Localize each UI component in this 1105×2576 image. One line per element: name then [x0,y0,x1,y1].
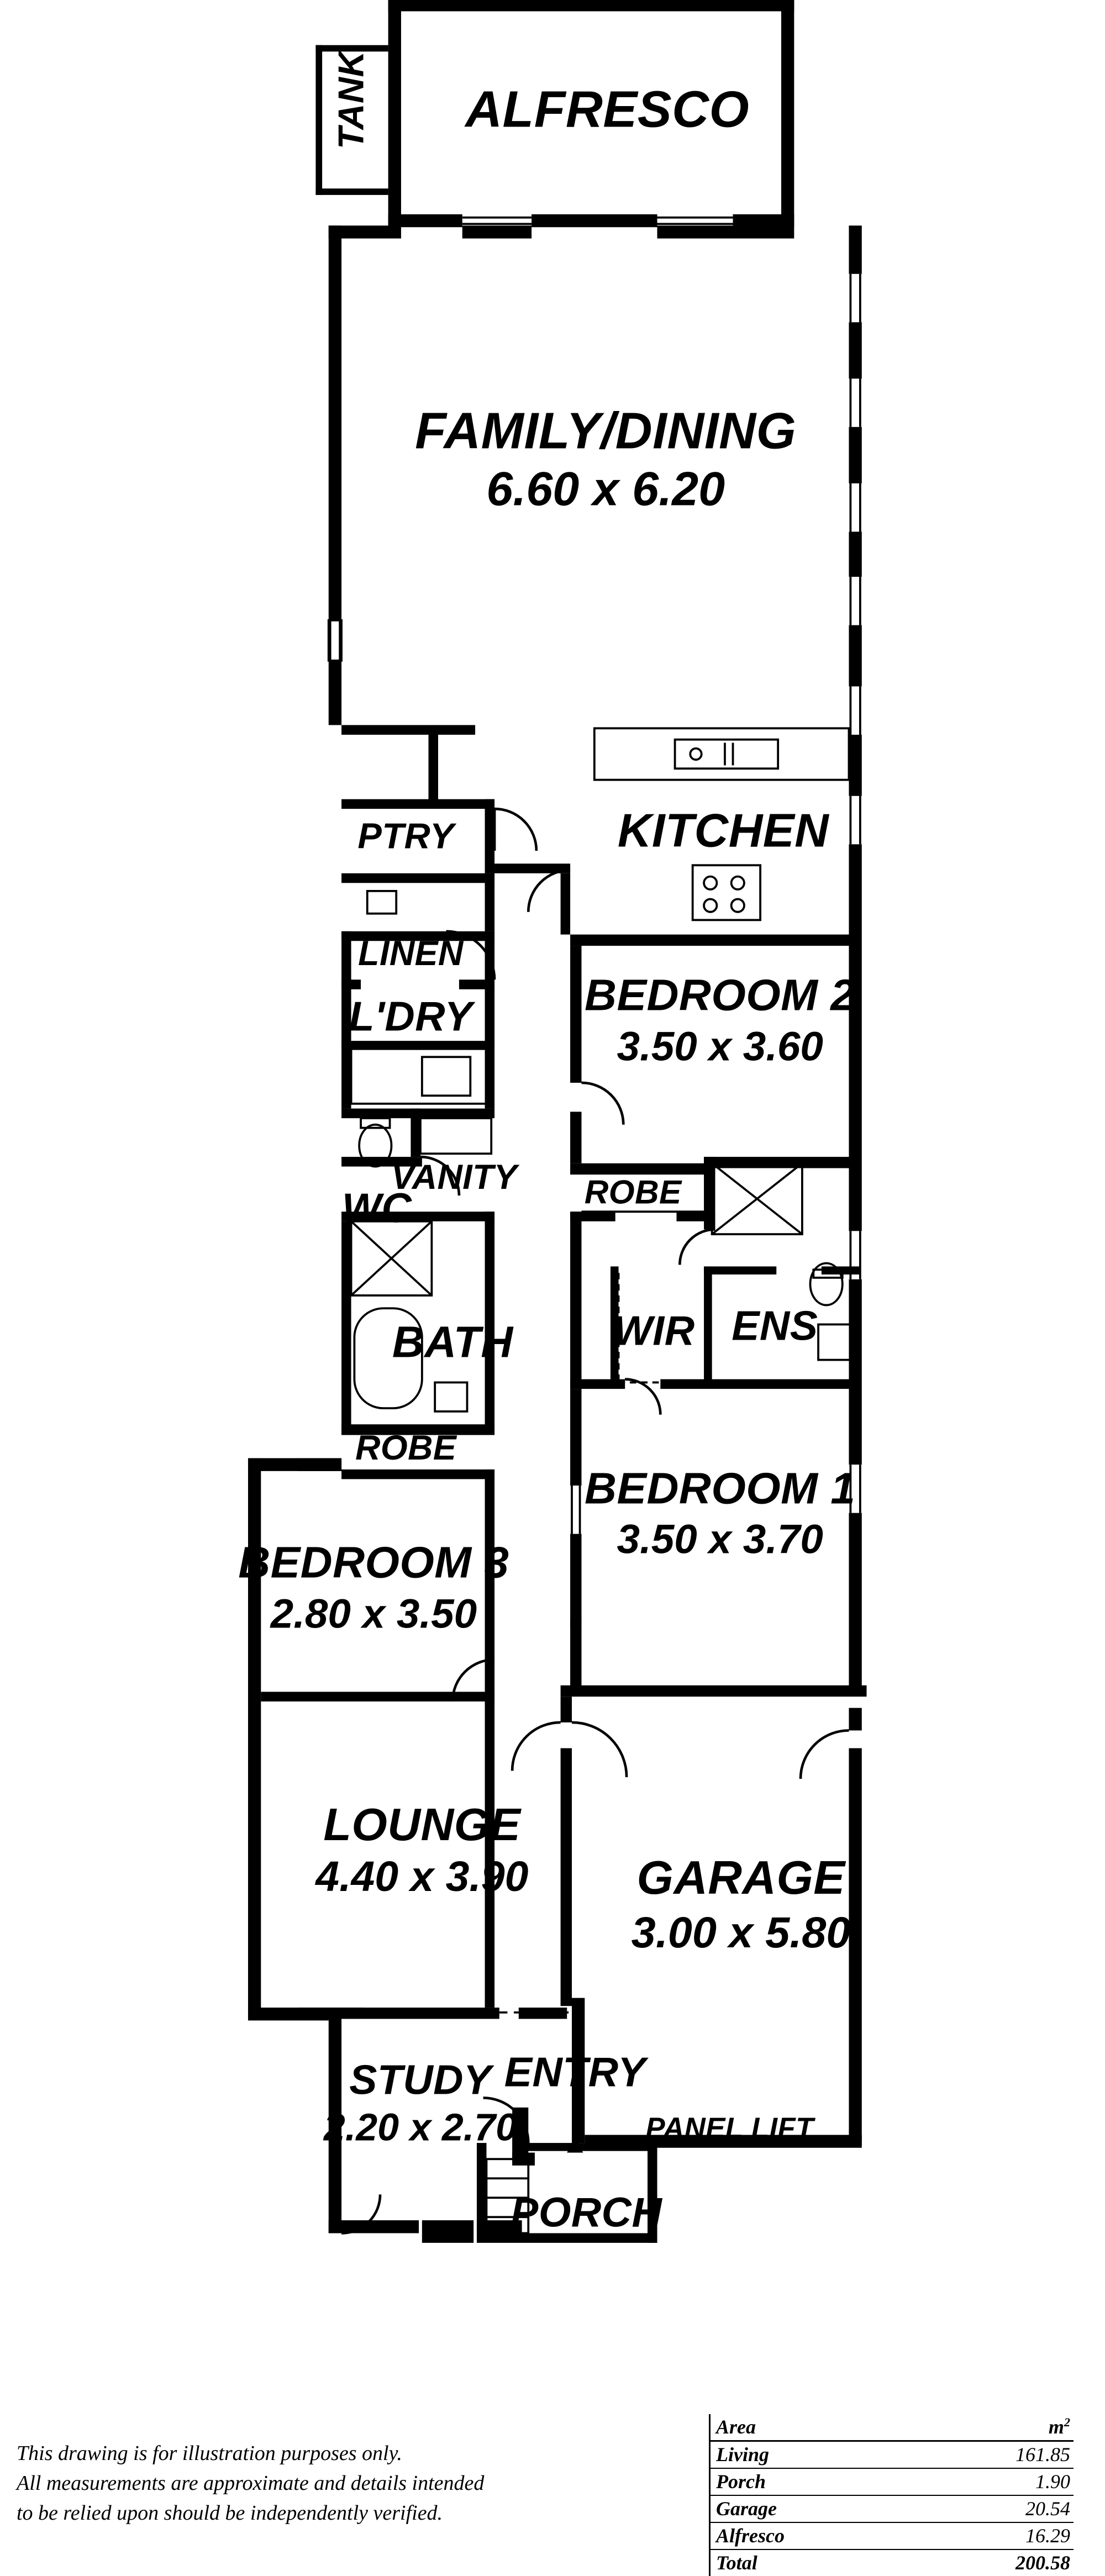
area-header-unit: $m^2$ [914,2414,1074,2441]
area-row-name: Alfresco [710,2522,915,2549]
room-dimensions: 2.80 x 3.50 [270,1590,477,1637]
room-label-porch [511,2188,662,2237]
room-dimensions: 3.00 x 5.80 [631,1907,851,1957]
room-name: ENTRY [504,2048,646,2095]
room-label-ptry [357,815,454,857]
room-name: LOUNGE [323,1799,521,1851]
room-name: PTRY [357,815,455,856]
room-name: WC [342,1185,412,1232]
room-name: LINEN [358,934,464,973]
room-name: VANITY [391,1158,518,1197]
area-row-name: Garage [710,2495,915,2522]
disclaimer [17,2439,652,2528]
room-name: ROBE [584,1173,682,1211]
room-name: BEDROOM 3 [238,1537,509,1588]
room-label-bedroom-3 [238,1536,509,1637]
area-row [710,2522,1074,2549]
room-name: ALFRESCO [465,80,750,138]
area-row [710,2495,1074,2522]
area-row-name: Living [710,2441,915,2469]
area-row-value: 16.29 [914,2522,1074,2549]
room-label-panel-lift [646,2111,814,2146]
area-row [710,2468,1074,2495]
room-name: KITCHEN [617,804,829,857]
area-total-row [710,2549,1074,2576]
room-name: BEDROOM 1 [585,1463,856,1514]
room-label-bedroom-1 [585,1462,855,1563]
room-label-wir [613,1307,695,1356]
room-dimensions: 2.20 x 2.70 [323,2105,517,2149]
room-label-study [324,2056,517,2150]
room-label-alfresco [465,80,749,140]
room-name: GARAGE [636,1852,845,1905]
area-header-name: Area [710,2414,915,2441]
room-label-robe-3 [355,1428,456,1469]
area-row-value: 1.90 [914,2468,1074,2495]
room-dimensions: 4.40 x 3.90 [315,1852,529,1900]
room-name: TANK [330,50,371,149]
room-label-kitchen [618,804,829,860]
room-name: PORCH [511,2189,662,2236]
room-label-ens [732,1302,818,1351]
room-label-linen [358,934,464,974]
room-dimensions: 3.50 x 3.70 [617,1515,823,1562]
room-name: BATH [392,1317,513,1367]
disclaimer-line-2: All measurements are approximate and details intended [17,2471,485,2495]
room-name: ENS [732,1302,818,1349]
room-name: PANEL LIFT [645,2111,814,2145]
room-label-lounge [315,1798,528,1901]
area-total-value: 200.58 [914,2549,1074,2576]
room-label-family-dining [415,401,796,518]
room-label-tank [330,51,372,149]
area-row-name: Porch [710,2468,915,2495]
room-name: BEDROOM 2 [585,970,856,1020]
room-dimensions: 6.60 x 6.20 [486,462,725,516]
disclaimer-line-3: to be relied upon should be independently verified. [17,2501,443,2525]
room-label-bedroom-2 [585,970,855,1071]
room-label-wc [342,1184,412,1233]
room-dimensions: 3.50 x 3.60 [617,1023,823,1070]
room-name: WIR [613,1307,695,1354]
room-label-robe-2 [585,1173,682,1212]
area-table [709,2414,1074,2576]
room-label-ldry [349,992,473,1041]
room-label-entry [504,2047,646,2096]
area-total-name: Total [710,2549,915,2576]
room-name: L'DRY [349,993,473,1040]
area-row-value: 161.85 [914,2441,1074,2469]
area-row [710,2441,1074,2469]
area-row-value: 20.54 [914,2495,1074,2522]
room-label-bath [392,1316,513,1368]
room-label-garage [632,1851,851,1958]
disclaimer-line-1: This drawing is for illustration purposes only. [17,2442,402,2465]
room-name: ROBE [355,1429,457,1468]
room-name: FAMILY/DINING [415,402,797,460]
room-name: STUDY [349,2056,492,2103]
